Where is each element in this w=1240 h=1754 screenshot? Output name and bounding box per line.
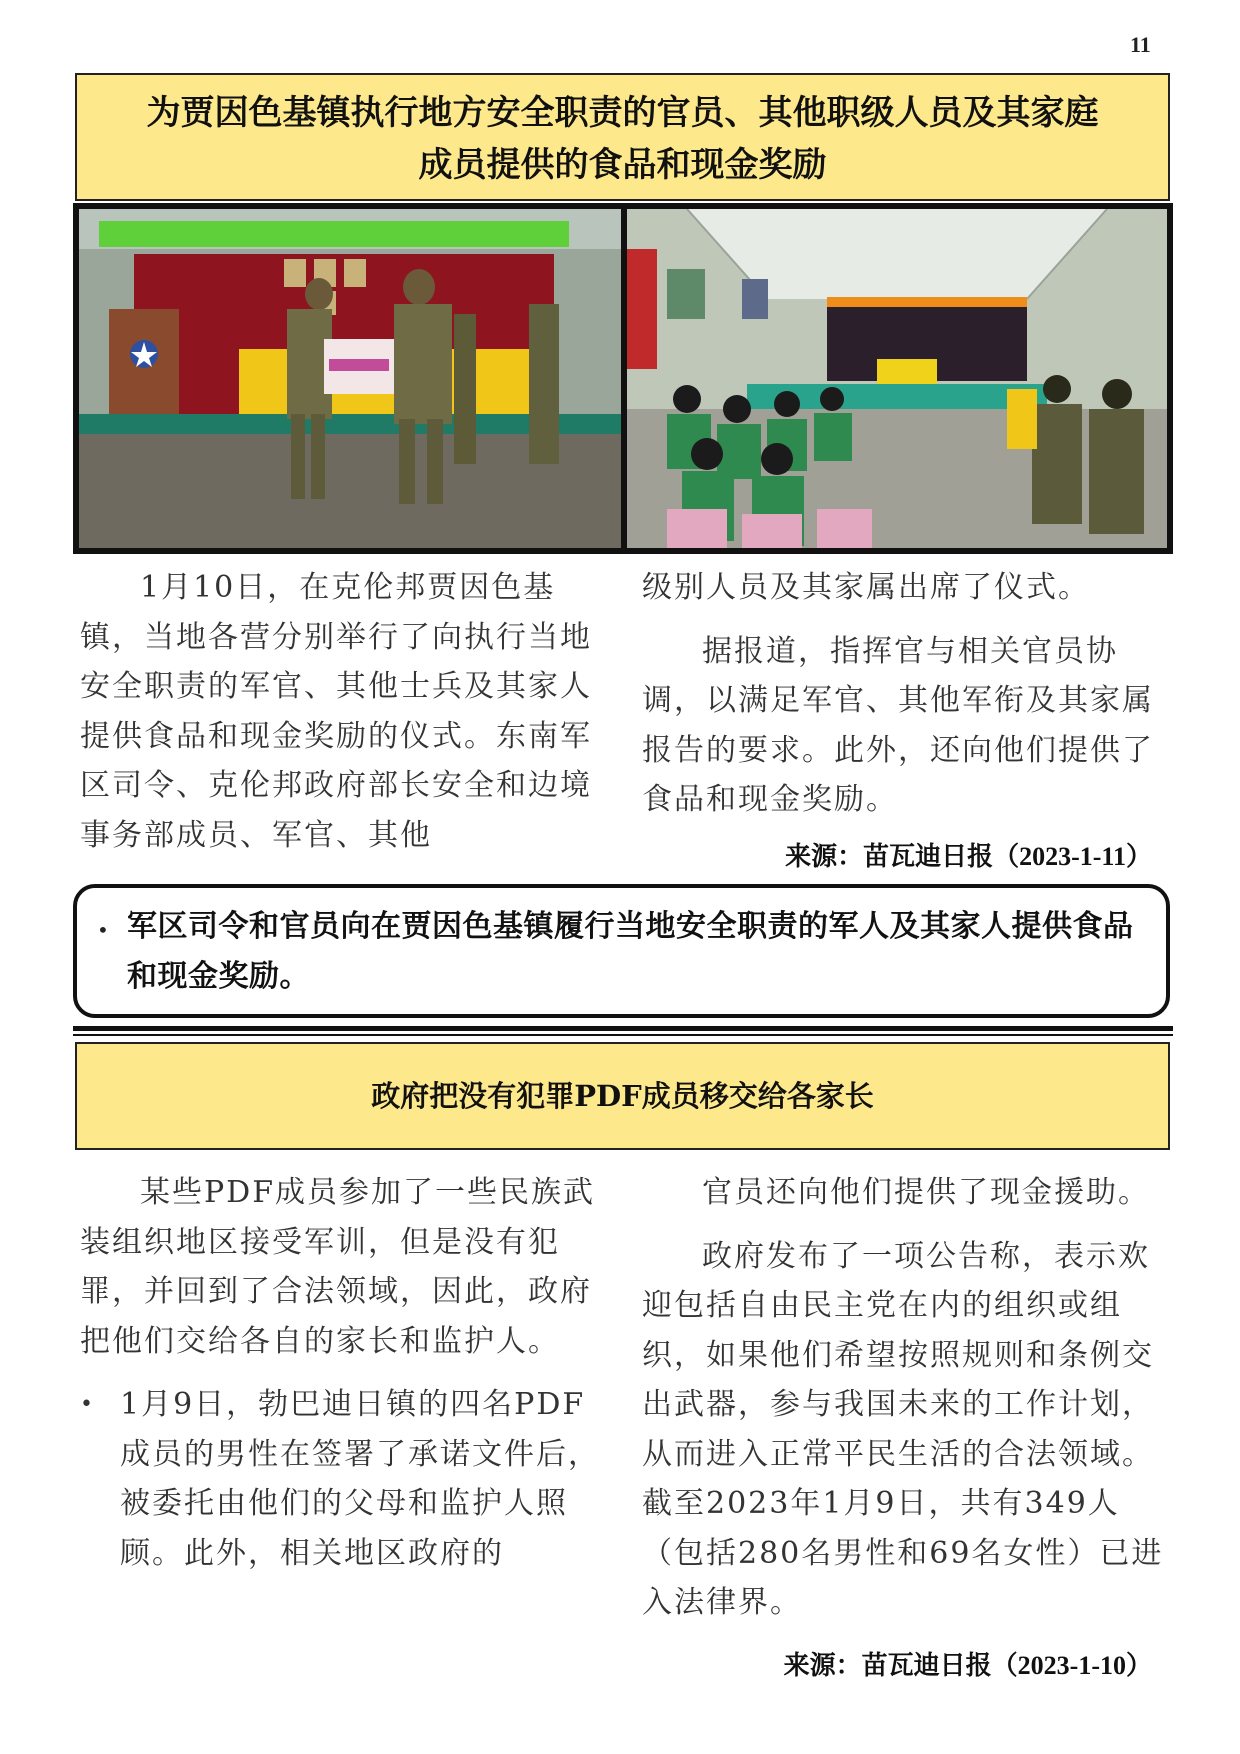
article-1-paragraph-2: 据报道，指挥官与相关官员协调，以满足军官、其他军衔及其家属报告的要求。此外，还向他们提供了食品和现金奖励。 [642, 633, 1154, 817]
article-1-left-column [80, 563, 605, 860]
summary-box [73, 884, 1170, 1018]
article-1-title [75, 73, 1170, 201]
section-divider-thin [73, 1034, 1173, 1036]
summary-text: 军区司令和官员向在贾因色基镇履行当地安全职责的军人及其家人提供食品和现金奖励。 [127, 909, 1134, 994]
article-2-left-column [80, 1168, 605, 1578]
article-1-paragraph: 1月10日，在克伦邦贾因色基镇，当地各营分别举行了向执行当地安全职责的军官、其他士兵及其家人提供食品和现金奖励的仪式。东南军区司令、克伦邦政府部长安全和边境事务部成员、军官、其他 [80, 570, 592, 853]
article-2-bullet-text: 1月9日，勃巴迪日镇的四名PDF成员的男性在签署了承诺文件后，被委托由他们的父母和监护人照顾。此外，相关地区政府的 [120, 1387, 600, 1571]
article-2-paragraph: 某些PDF成员参加了一些民族武装组织地区接受军训，但是没有犯罪，并回到了合法领域，因此，政府把他们交给各自的家长和监护人。 [80, 1175, 596, 1359]
ceremony-handover-photo [79, 209, 621, 548]
ceremony-audience-photo [627, 209, 1167, 548]
article-2-paragraph-2: 政府发布了一项公告称，表示欢迎包括自由民主党在内的组织或组织，如果他们希望按照规则和条例交出武器，参与我国未来的工作计划，从而进入正常平民生活的合法领域。截至2023年1月9日，共有349人（包括280名男性和69名女性）已进入法律界。 [642, 1238, 1164, 1620]
bullet-icon: • [97, 918, 109, 942]
article-1-paragraph-continued: 级别人员及其家属出席了仪式。 [642, 570, 1090, 605]
article-1-right-column [642, 563, 1167, 825]
article-1-source: 来源：苗瓦迪日报（2023-1-11） [785, 842, 1152, 871]
article-2-bullet-item [80, 1380, 605, 1578]
section-divider [73, 1026, 1173, 1031]
bullet-icon: • [80, 1392, 95, 1417]
page-number: 11 [1130, 32, 1151, 57]
photo-strip [73, 203, 1173, 554]
article-2-right-column [642, 1168, 1167, 1628]
article-1-title-line-2: 成员提供的食品和现金奖励 [418, 145, 827, 185]
article-2-source: 来源：苗瓦迪日报（2023-1-10） [783, 1651, 1152, 1680]
article-2-paragraph-continued: 官员还向他们提供了现金援助。 [702, 1175, 1150, 1210]
article-2-title: 政府把没有犯罪PDF成员移交给各家长 [75, 1042, 1170, 1150]
article-1-title-line-1: 为贾因色基镇执行地方安全职责的官员、其他职级人员及其家庭 [146, 93, 1099, 133]
